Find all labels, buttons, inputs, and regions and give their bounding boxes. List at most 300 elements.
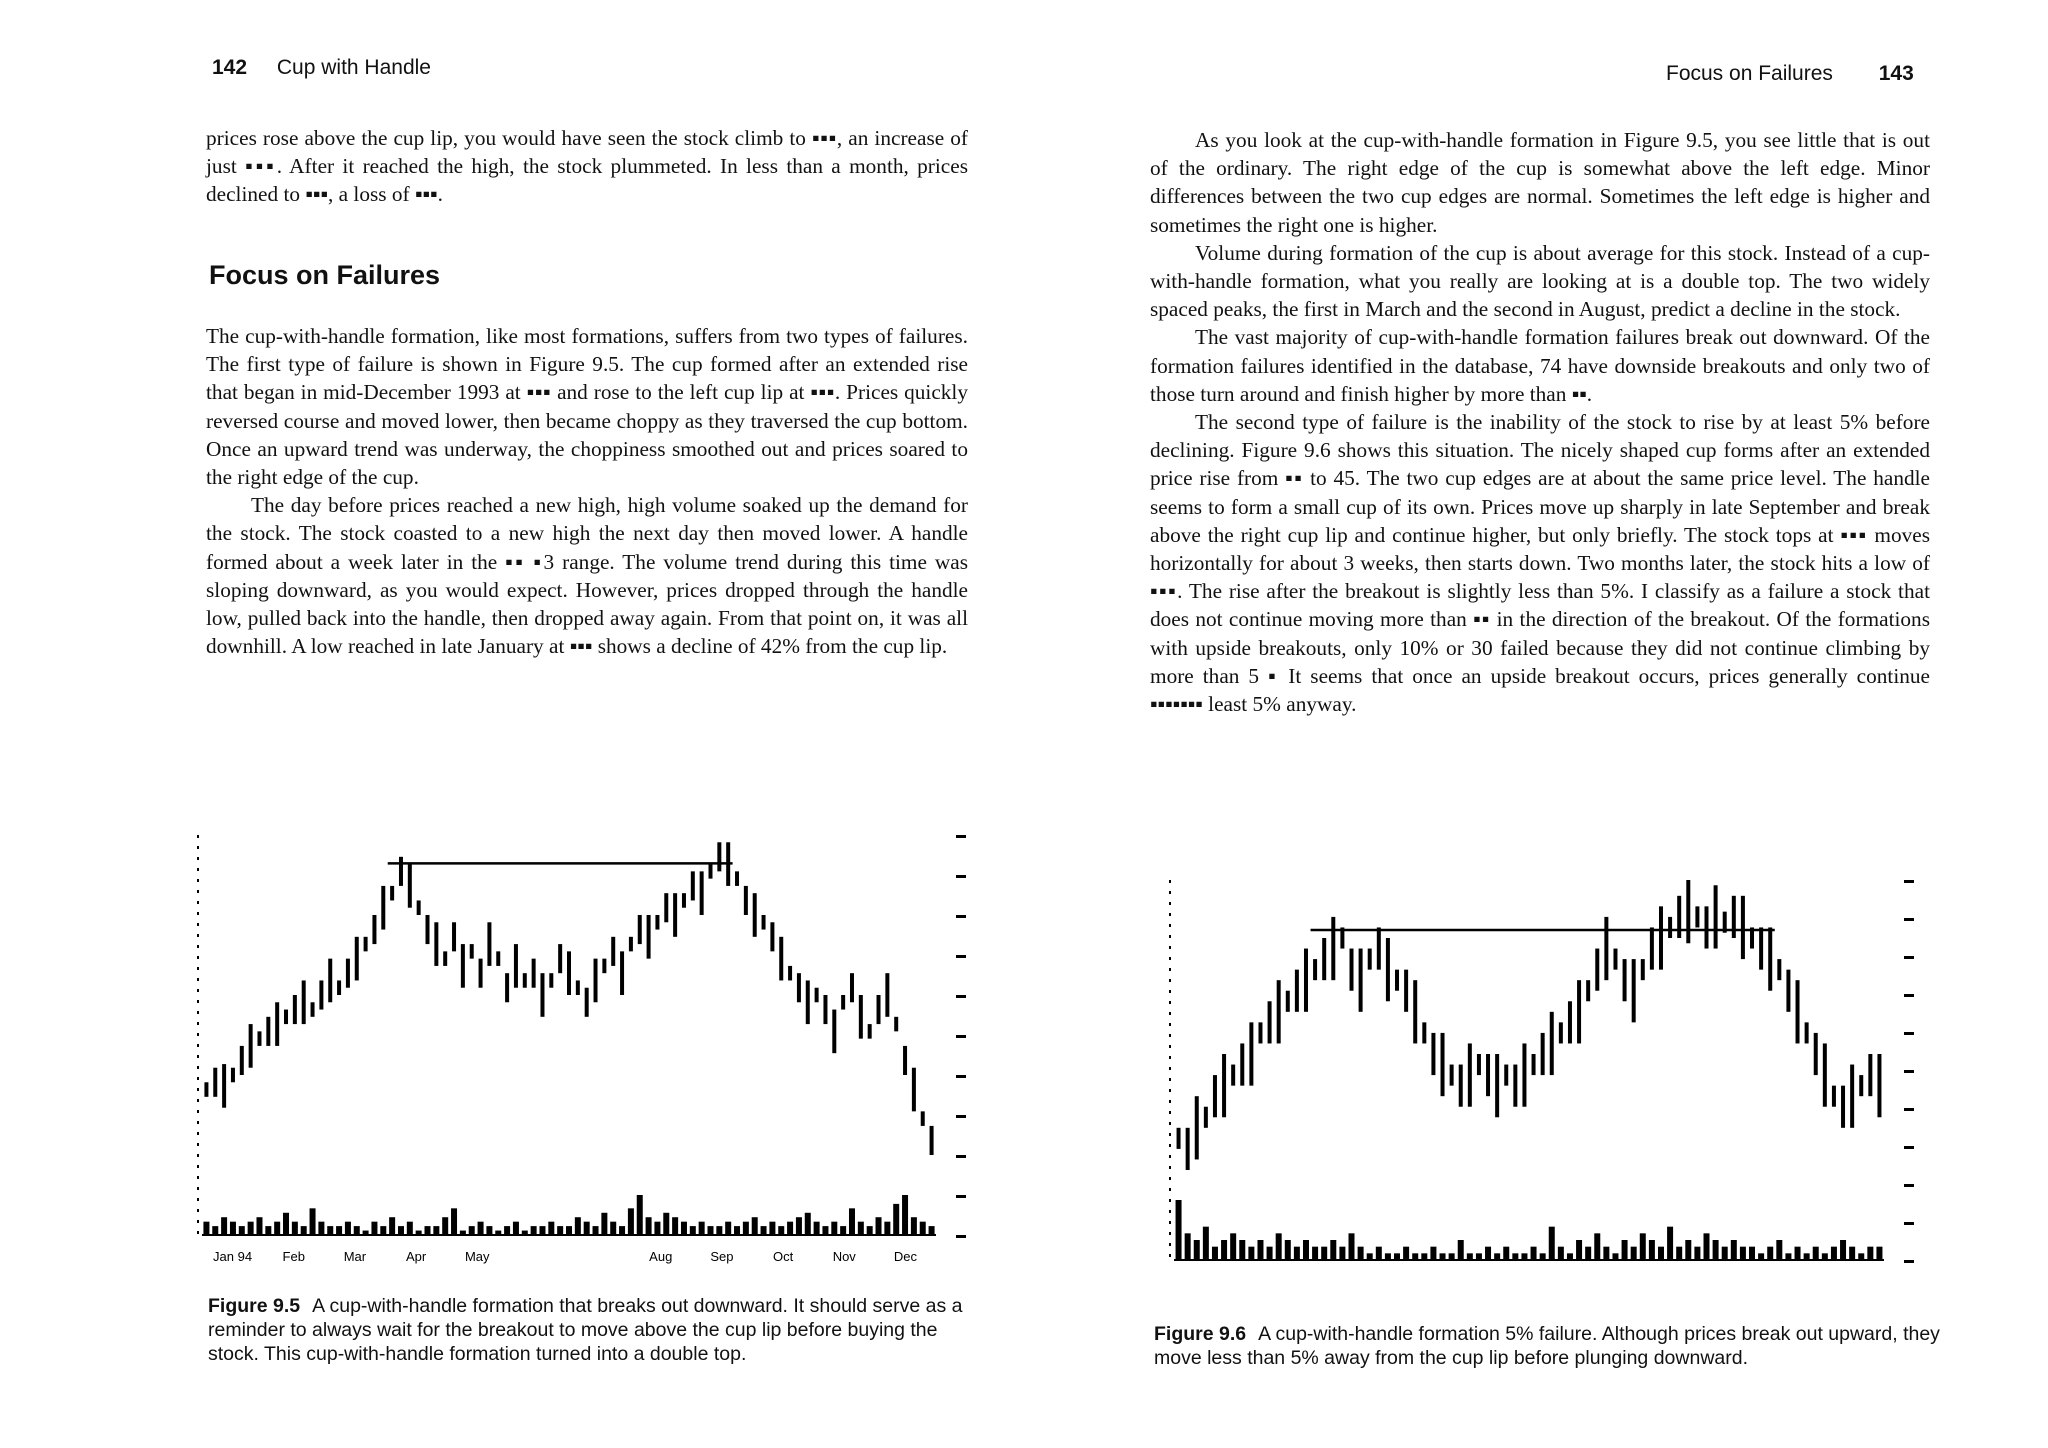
- volume-bar: [663, 1213, 669, 1235]
- price-bar: [1541, 1033, 1545, 1075]
- price-bar: [629, 937, 633, 952]
- price-bar: [788, 966, 792, 981]
- x-tick-label: Mar: [343, 1249, 367, 1264]
- volume-bar: [672, 1217, 678, 1235]
- volume-bar: [1612, 1253, 1618, 1260]
- right-axis-tick: [956, 1235, 966, 1238]
- price-bar: [1741, 896, 1745, 959]
- volume-bar: [1804, 1253, 1810, 1260]
- right-body-text: [1150, 126, 1930, 718]
- volume-bar: [301, 1226, 307, 1235]
- volume-bar: [265, 1226, 271, 1235]
- price-bar: [266, 1017, 270, 1046]
- price-bar: [399, 857, 403, 886]
- price-bar: [355, 937, 359, 981]
- volume-bar: [318, 1222, 324, 1235]
- left-paragraph-1: The cup-with-handle formation, like most formations, suffers from two types of failures. The first type of failure is shown in Figure 9.5. The cup formed after an extended rise that began in mid-December 1993 at ▪▪▪ and rose to the left cup lip at ▪▪▪. Prices quickly reversed course and moved lower, then became choppy as they traversed the cup bottom. Once an upward trend was underway, the choppiness smoothed out and prices soared to the right edge of the cup.: [206, 324, 968, 490]
- volume-bar: [345, 1222, 351, 1235]
- volume-bar: [478, 1222, 484, 1235]
- volume-bar: [398, 1226, 404, 1235]
- figure-9-6-number: Figure 9.6: [1154, 1323, 1247, 1345]
- volume-bar: [752, 1217, 758, 1235]
- price-bar: [1195, 1096, 1199, 1159]
- price-bar: [319, 980, 323, 1009]
- volume-bar: [539, 1226, 545, 1235]
- volume-bar: [1858, 1253, 1864, 1260]
- x-tick-label: Nov: [832, 1249, 856, 1264]
- price-bar: [1559, 1022, 1563, 1043]
- volume-bar: [416, 1231, 422, 1235]
- price-bar: [284, 1010, 288, 1025]
- right-axis-tick: [1904, 1222, 1914, 1225]
- price-bar: [859, 995, 863, 1039]
- volume-bar: [1795, 1247, 1801, 1260]
- volume-bar: [1312, 1247, 1318, 1260]
- price-bar: [426, 915, 430, 944]
- price-bar: [496, 951, 500, 966]
- volume-bar: [601, 1213, 607, 1235]
- price-bar: [638, 915, 642, 944]
- volume-bar: [1540, 1253, 1546, 1260]
- price-bar: [1604, 917, 1608, 980]
- volume-bar: [522, 1231, 528, 1235]
- volume-bar: [336, 1226, 342, 1235]
- volume-bar: [1731, 1240, 1737, 1260]
- figure-9-6-caption: [1154, 1322, 1944, 1370]
- volume-bar: [1294, 1247, 1300, 1260]
- volume-bar: [1430, 1247, 1436, 1260]
- volume-bar: [1358, 1247, 1364, 1260]
- price-bar: [204, 1082, 208, 1097]
- price-bar: [1386, 938, 1390, 1001]
- price-bar: [647, 915, 651, 959]
- price-bar: [611, 937, 615, 966]
- price-bar: [770, 922, 774, 951]
- volume-bar: [858, 1222, 864, 1235]
- right-paragraph-3: The vast majority of cup-with-handle formation failures break out downward. Of the formation failures identified in the database, 74 have downside breakouts and only two of those turn around and finish higher by more than ▪▪.: [1150, 325, 1930, 406]
- volume-bar: [1622, 1240, 1628, 1260]
- volume-bar: [920, 1222, 926, 1235]
- price-bar: [1422, 1022, 1426, 1043]
- price-bar: [576, 980, 580, 995]
- price-bar: [1650, 927, 1654, 969]
- price-bar: [417, 900, 421, 915]
- price-bar: [1832, 1086, 1836, 1107]
- volume-bar: [743, 1222, 749, 1235]
- volume-bar: [1740, 1247, 1746, 1260]
- price-bar: [328, 959, 332, 1003]
- price-bar: [1450, 1065, 1454, 1086]
- volume-bar: [212, 1226, 218, 1235]
- price-bar: [1522, 1043, 1526, 1106]
- left-body-text: [206, 322, 968, 660]
- volume-bar: [1267, 1247, 1273, 1260]
- price-bar: [1204, 1107, 1208, 1128]
- left-paragraph-2: The day before prices reached a new high, high volume soaked up the demand for the stock. The stock coasted to a new high the next day then moved lower. A handle formed about a week later in the ▪▪ ▪3 range. The volume trend during this time was sloping downward, as you would expect. However, prices dropped through the handle low, pulled back into the handle, then dropped away again. From that point on, it was all downhill. A low reached in late January at ▪▪▪ shows a decline of 42% from the cup lip.: [206, 493, 968, 659]
- price-bar: [1177, 1128, 1181, 1149]
- price-bar: [1368, 949, 1372, 970]
- price-bar: [1532, 1054, 1536, 1075]
- volume-bar: [1685, 1240, 1691, 1260]
- price-bar: [1841, 1086, 1845, 1128]
- price-bar: [311, 1002, 315, 1017]
- volume-bar: [787, 1222, 793, 1235]
- volume-bar: [1676, 1247, 1682, 1260]
- price-bar: [1486, 1054, 1490, 1096]
- volume-bar: [1403, 1247, 1409, 1260]
- volume-bar: [1339, 1247, 1345, 1260]
- volume-bar: [1767, 1247, 1773, 1260]
- price-bar: [921, 1111, 925, 1126]
- price-bar: [1504, 1065, 1508, 1086]
- volume-bar: [1631, 1247, 1637, 1260]
- volume-bar: [1749, 1247, 1755, 1260]
- figure-9-5-caption-text: A cup-with-handle formation that breaks out downward. It should serve as a reminder to always wait for the breakout to move above the cup lip before buying the stock. This cup-with-handle formation turned into a double top.: [208, 1295, 963, 1365]
- price-bar: [1732, 896, 1736, 938]
- x-tick-label: Feb: [282, 1249, 305, 1264]
- volume-bar: [849, 1208, 855, 1235]
- volume-bar: [1640, 1233, 1646, 1260]
- price-bar: [275, 1002, 279, 1046]
- price-bar: [231, 1068, 235, 1083]
- volume-bar: [1831, 1247, 1837, 1260]
- price-bar: [1258, 1022, 1262, 1043]
- right-axis-tick: [956, 995, 966, 998]
- volume-bar: [1194, 1240, 1200, 1260]
- price-bar: [505, 973, 509, 1002]
- price-bar: [1595, 949, 1599, 991]
- price-bar: [700, 871, 704, 915]
- volume-bar: [1394, 1253, 1400, 1260]
- price-bar: [1268, 1001, 1272, 1043]
- price-bar: [549, 973, 553, 988]
- volume-bar: [1512, 1253, 1518, 1260]
- price-bar: [1431, 1033, 1435, 1075]
- volume-bar: [1776, 1240, 1782, 1260]
- volume-bar: [513, 1222, 519, 1235]
- volume-bar: [354, 1226, 360, 1235]
- right-running-title: Focus on Failures: [1666, 62, 1833, 85]
- x-tick-label: Aug: [649, 1249, 673, 1264]
- right-axis-tick: [1904, 1146, 1914, 1149]
- right-axis-tick: [1904, 918, 1914, 921]
- right-axis-tick: [956, 875, 966, 878]
- price-bar: [532, 959, 536, 988]
- volume-bar: [1576, 1240, 1582, 1260]
- price-bar: [797, 973, 801, 1002]
- volume-bar: [822, 1226, 828, 1235]
- right-paragraph-1: As you look at the cup-with-handle formation in Figure 9.5, you see little that is out of the ordinary. The right edge of the cup is somewhat above the left edge. Minor differences between the two cup edges are normal. Sometimes the left edge is higher and sometimes the right one is higher.: [1150, 128, 1930, 237]
- volume-bar: [203, 1222, 209, 1235]
- price-bar: [1568, 1001, 1572, 1043]
- volume-bar: [1185, 1233, 1191, 1260]
- volume-bar: [1549, 1227, 1555, 1260]
- volume-bar: [1567, 1253, 1573, 1260]
- right-axis-tick: [1904, 1108, 1914, 1111]
- volume-bar: [876, 1217, 882, 1235]
- price-bar: [655, 915, 659, 930]
- price-bar: [222, 1064, 226, 1108]
- volume-bar: [1330, 1240, 1336, 1260]
- price-bar: [602, 959, 606, 974]
- right-axis-tick: [956, 1035, 966, 1038]
- volume-bar: [610, 1222, 616, 1235]
- price-bar: [779, 937, 783, 981]
- intro-paragraph: prices rose above the cup lip, you would have seen the stock climb to ▪▪▪, an increase of just ▪▪▪. After it reached the high, the stock plummeted. In less than a month, prices declined to ▪▪▪, a loss of ▪▪▪.: [206, 126, 968, 207]
- volume-bar: [1585, 1247, 1591, 1260]
- volume-bar: [1257, 1240, 1263, 1260]
- volume-bar: [654, 1222, 660, 1235]
- volume-bar: [433, 1226, 439, 1235]
- price-bar: [877, 995, 881, 1024]
- price-bar: [735, 871, 739, 886]
- volume-bar: [761, 1226, 767, 1235]
- price-bar: [1350, 949, 1354, 991]
- volume-bar: [1594, 1233, 1600, 1260]
- price-bar: [753, 893, 757, 937]
- price-bar: [1468, 1043, 1472, 1106]
- price-bar: [1705, 906, 1709, 948]
- price-bar: [912, 1068, 916, 1112]
- price-bar: [1295, 970, 1299, 1012]
- volume-bar: [1713, 1240, 1719, 1260]
- volume-bar: [1412, 1253, 1418, 1260]
- volume-bar: [884, 1222, 890, 1235]
- volume-bar: [637, 1195, 643, 1235]
- volume-bar: [1876, 1247, 1882, 1260]
- volume-bar: [1285, 1240, 1291, 1260]
- right-axis-tick: [1904, 1184, 1914, 1187]
- figure-9-6-chart: [1144, 840, 1944, 1305]
- right-axis-tick: [1904, 994, 1914, 997]
- price-bar: [1859, 1075, 1863, 1096]
- price-bar: [302, 980, 306, 1024]
- price-bar: [1413, 980, 1417, 1043]
- volume-bar: [1694, 1247, 1700, 1260]
- price-bar: [1331, 917, 1335, 980]
- volume-bar: [575, 1217, 581, 1235]
- volume-bar: [1421, 1253, 1427, 1260]
- price-bar: [381, 886, 385, 930]
- volume-bar: [1758, 1253, 1764, 1260]
- volume-bar: [1239, 1240, 1245, 1260]
- right-axis-tick: [956, 1155, 966, 1158]
- volume-bar: [1449, 1253, 1455, 1260]
- price-bar: [1768, 927, 1772, 990]
- volume-bar: [1467, 1253, 1473, 1260]
- right-running-head: [1666, 62, 1914, 86]
- volume-bar: [1494, 1253, 1500, 1260]
- x-tick-label: Sep: [710, 1249, 734, 1264]
- volume-bar: [486, 1226, 492, 1235]
- volume-bar: [407, 1222, 413, 1235]
- right-page-number: 143: [1878, 62, 1914, 85]
- price-bar: [850, 973, 854, 1002]
- figure-9-6-caption-text: A cup-with-handle formation 5% failure. Although prices break out upward, they move less than 5% away from the cup lip before plunging downward.: [1154, 1323, 1940, 1369]
- volume-bar: [1176, 1200, 1182, 1260]
- price-bar: [523, 973, 527, 988]
- right-axis-tick: [956, 1075, 966, 1078]
- volume-bar: [1667, 1227, 1673, 1260]
- volume-bar: [1722, 1247, 1728, 1260]
- price-bar: [213, 1068, 217, 1097]
- volume-bar: [1276, 1233, 1282, 1260]
- volume-bar: [699, 1222, 705, 1235]
- x-tick-label: Apr: [405, 1249, 427, 1264]
- volume-bar: [1849, 1247, 1855, 1260]
- volume-bar: [1376, 1247, 1382, 1260]
- price-bar: [1877, 1054, 1881, 1117]
- volume-bar: [1649, 1240, 1655, 1260]
- volume-bar: [425, 1226, 431, 1235]
- price-bar: [1759, 927, 1763, 969]
- volume-bar: [548, 1222, 554, 1235]
- price-bar: [1304, 949, 1308, 1012]
- volume-bar: [902, 1195, 908, 1235]
- price-bar: [1495, 1054, 1499, 1117]
- price-bar: [815, 988, 819, 1003]
- volume-bar: [929, 1226, 935, 1235]
- price-bar: [868, 1024, 872, 1039]
- volume-bar: [734, 1226, 740, 1235]
- figure-9-5-chart: [196, 795, 986, 1270]
- price-bar: [1613, 949, 1617, 970]
- price-bar: [1823, 1043, 1827, 1106]
- right-axis-tick: [1904, 1260, 1914, 1263]
- price-bar: [1459, 1065, 1463, 1107]
- price-bar: [1641, 959, 1645, 980]
- volume-bar: [681, 1222, 687, 1235]
- volume-bar: [310, 1208, 316, 1235]
- volume-bar: [1485, 1247, 1491, 1260]
- figure-9-5-caption: [208, 1294, 970, 1366]
- x-tick-label: May: [464, 1249, 490, 1264]
- price-bar: [762, 915, 766, 930]
- volume-bar: [230, 1222, 236, 1235]
- price-bar: [1441, 1033, 1445, 1096]
- price-bar: [806, 980, 810, 1024]
- price-bar: [434, 922, 438, 966]
- price-bar: [594, 959, 598, 1003]
- right-axis-tick: [956, 1195, 966, 1198]
- left-running-head: [212, 56, 431, 80]
- price-bar: [452, 922, 456, 951]
- price-bar: [1577, 980, 1581, 1043]
- price-bar: [1668, 917, 1672, 938]
- volume-bar: [451, 1208, 457, 1235]
- price-bar: [514, 944, 518, 988]
- price-bar: [1213, 1075, 1217, 1117]
- price-bar: [1313, 959, 1317, 980]
- price-bar: [1814, 1033, 1818, 1075]
- volume-bar: [557, 1226, 563, 1235]
- price-bar: [664, 893, 668, 922]
- price-bar: [691, 871, 695, 900]
- price-bar: [1222, 1054, 1226, 1117]
- volume-bar: [1476, 1253, 1482, 1260]
- price-bar: [1677, 896, 1681, 938]
- price-bar: [1659, 906, 1663, 969]
- volume-bar: [1321, 1247, 1327, 1260]
- volume-bar: [1503, 1247, 1509, 1260]
- price-bar: [1249, 1022, 1253, 1085]
- volume-bar: [1813, 1247, 1819, 1260]
- volume-bar: [831, 1222, 837, 1235]
- volume-bar: [292, 1222, 298, 1235]
- volume-bar: [1203, 1227, 1209, 1260]
- price-bar: [1240, 1043, 1244, 1085]
- section-heading: Focus on Failures: [209, 260, 441, 290]
- price-bar: [558, 944, 562, 973]
- volume-bar: [1822, 1253, 1828, 1260]
- price-bar: [1868, 1054, 1872, 1096]
- price-bar: [841, 995, 845, 1010]
- price-bar: [620, 951, 624, 995]
- x-tick-label: Dec: [893, 1249, 917, 1264]
- left-page-number: 142: [212, 56, 248, 79]
- price-bar: [885, 973, 889, 1017]
- price-bar: [1777, 959, 1781, 980]
- volume-bar: [371, 1222, 377, 1235]
- volume-bar: [796, 1217, 802, 1235]
- volume-bar: [769, 1222, 775, 1235]
- volume-bar: [274, 1222, 280, 1235]
- right-axis-tick: [956, 835, 966, 838]
- volume-bar: [495, 1231, 501, 1235]
- right-axis-tick: [1904, 880, 1914, 883]
- volume-bar: [690, 1226, 696, 1235]
- volume-bar: [1785, 1253, 1791, 1260]
- volume-bar: [239, 1226, 245, 1235]
- price-bar: [337, 980, 341, 995]
- volume-bar: [1212, 1247, 1218, 1260]
- price-bar: [1695, 906, 1699, 927]
- volume-bar: [460, 1231, 466, 1235]
- volume-bar: [1248, 1247, 1254, 1260]
- volume-bar: [1704, 1233, 1710, 1260]
- x-tick-label: Jan 94: [213, 1249, 253, 1264]
- price-bar: [1231, 1065, 1235, 1086]
- price-bar: [461, 944, 465, 988]
- price-bar: [1286, 991, 1290, 1012]
- price-bar: [708, 864, 712, 879]
- volume-bar: [646, 1217, 652, 1235]
- volume-bar: [619, 1226, 625, 1235]
- figure-9-5-number: Figure 9.5: [208, 1295, 301, 1317]
- price-bar: [1850, 1065, 1854, 1128]
- volume-bar: [256, 1217, 262, 1235]
- price-bar: [1377, 927, 1381, 969]
- volume-bar: [248, 1222, 254, 1235]
- volume-bar: [593, 1226, 599, 1235]
- volume-bar: [628, 1208, 634, 1235]
- volume-bar: [1221, 1240, 1227, 1260]
- price-bar: [470, 944, 474, 959]
- volume-bar: [1385, 1253, 1391, 1260]
- price-bar: [585, 988, 589, 1017]
- volume-bar: [584, 1222, 590, 1235]
- right-paragraph-2: Volume during formation of the cup is about average for this stock. Instead of a cup-with-handle formation, what you really are looking at is a double top. The two widely spaced peaks, the first in March and the second in August, predict a decline in the stock.: [1150, 240, 1930, 322]
- volume-bar: [389, 1217, 395, 1235]
- price-bar: [673, 893, 677, 937]
- price-bar: [372, 915, 376, 944]
- volume-bar: [805, 1213, 811, 1235]
- price-bar: [1395, 970, 1399, 991]
- price-bar: [717, 842, 721, 871]
- volume-bar: [380, 1226, 386, 1235]
- price-bar: [744, 886, 748, 915]
- price-bar: [1686, 880, 1690, 943]
